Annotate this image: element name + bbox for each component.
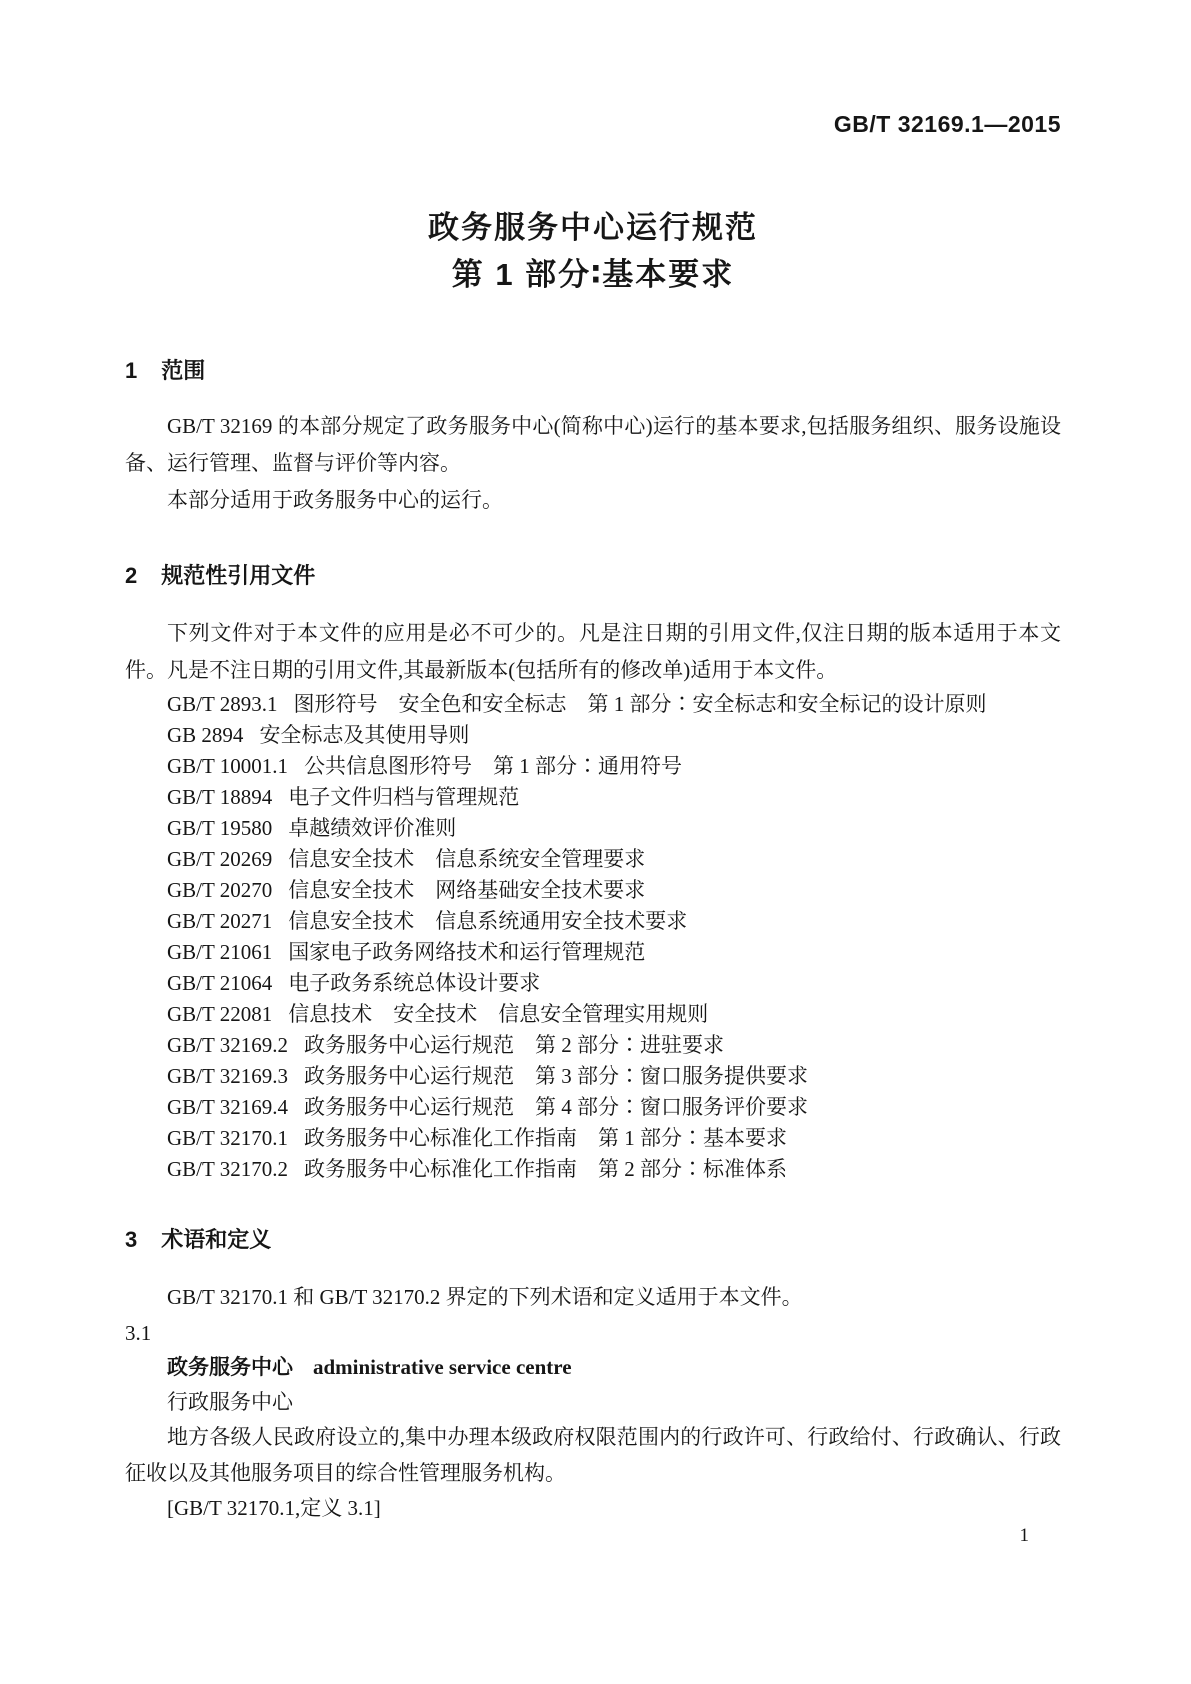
- reference-title: 安全标志及其使用导则: [259, 723, 470, 747]
- reference-code: GB/T 32170.1: [167, 1126, 288, 1150]
- reference-item: [125, 1123, 1061, 1154]
- term-definition: 地方各级人民政府设立的,集中办理本级政府权限范围内的行政许可、行政给付、行政确认、行政征收以及其他服务项目的综合性管理服务机构。: [125, 1425, 1061, 1485]
- reference-title: 政务服务中心运行规范 第 4 部分∶窗口服务评价要求: [303, 1095, 808, 1119]
- document-title: [125, 204, 1061, 298]
- reference-title: 政务服务中心运行规范 第 2 部分∶进驻要求: [303, 1033, 724, 1057]
- reference-code: GB/T 18894: [167, 785, 273, 809]
- reference-code: GB/T 10001.1: [167, 754, 288, 778]
- reference-code: GB/T 21064: [167, 971, 273, 995]
- reference-item: [125, 782, 1061, 813]
- document-title-line1: 政务服务中心运行规范: [428, 210, 758, 245]
- reference-title: 卓越绩效评价准则: [288, 816, 457, 840]
- reference-code: GB/T 2893.1: [167, 692, 278, 716]
- reference-item: [125, 1092, 1061, 1123]
- section-2-title: 规范性引用文件: [161, 563, 316, 588]
- term-chinese: 政务服务中心: [167, 1356, 293, 1379]
- section-2-heading: [125, 561, 1061, 591]
- reference-code: GB/T 21061: [167, 940, 273, 964]
- section-3-intro: GB/T 32170.1 和 GB/T 32170.2 界定的下列术语和定义适用于本文件。: [167, 1285, 803, 1309]
- section-3-title: 术语和定义: [161, 1227, 272, 1252]
- reference-title: 信息技术 安全技术 信息安全管理实用规则: [288, 1002, 709, 1026]
- reference-title: 政务服务中心运行规范 第 3 部分∶窗口服务提供要求: [303, 1064, 808, 1088]
- term-english: administrative service centre: [313, 1355, 572, 1379]
- reference-code: GB/T 20269: [167, 847, 273, 871]
- reference-item: [125, 813, 1061, 844]
- reference-item: [125, 751, 1061, 782]
- reference-title: 政务服务中心标准化工作指南 第 2 部分∶标准体系: [303, 1157, 787, 1181]
- reference-item: [125, 906, 1061, 937]
- section-2-intro: 下列文件对于本文件的应用是必不可少的。凡是注日期的引用文件,仅注日期的版本适用于本文件。凡是不注日期的引用文件,其最新版本(包括所有的修改单)适用于本文件。: [125, 621, 1061, 682]
- document-title-line2: 第 1 部分∶基本要求: [451, 257, 735, 292]
- reference-title: 国家电子政务网络技术和运行管理规范: [288, 940, 646, 964]
- section-3-number: 3: [125, 1227, 138, 1252]
- term-alias: 行政服务中心: [167, 1390, 293, 1414]
- reference-title: 图形符号 安全色和安全标志 第 1 部分∶安全标志和安全标记的设计原则: [293, 692, 987, 716]
- reference-code: GB/T 20271: [167, 909, 273, 933]
- normative-references-list: [125, 689, 1061, 1185]
- section-3-heading: [125, 1225, 1061, 1255]
- section-2-number: 2: [125, 563, 138, 588]
- reference-code: GB/T 32169.4: [167, 1095, 288, 1119]
- reference-code: GB/T 22081: [167, 1002, 273, 1026]
- reference-code: GB/T 32170.2: [167, 1157, 288, 1181]
- reference-title: 政务服务中心标准化工作指南 第 1 部分∶基本要求: [303, 1126, 787, 1150]
- term-source: [GB/T 32170.1,定义 3.1]: [167, 1496, 381, 1520]
- reference-item: [125, 1154, 1061, 1185]
- section-1-paragraph-1: GB/T 32169 的本部分规定了政务服务中心(简称中心)运行的基本要求,包括服务组织、服务设施设备、运行管理、监督与评价等内容。: [125, 414, 1061, 475]
- reference-item: [125, 1030, 1061, 1061]
- reference-code: GB/T 32169.3: [167, 1064, 288, 1088]
- reference-item: [125, 937, 1061, 968]
- reference-title: 电子文件归档与管理规范: [288, 785, 520, 809]
- reference-code: GB/T 20270: [167, 878, 273, 902]
- reference-code: GB/T 19580: [167, 816, 273, 840]
- term-number: 3.1: [125, 1321, 152, 1345]
- reference-title: 信息安全技术 网络基础安全技术要求: [288, 878, 646, 902]
- reference-item: [125, 689, 1061, 720]
- reference-title: 公共信息图形符号 第 1 部分∶通用符号: [303, 754, 682, 778]
- section-1-heading: [125, 356, 1061, 386]
- section-1-title: 范围: [161, 358, 206, 383]
- reference-title: 信息安全技术 信息系统安全管理要求: [288, 847, 646, 871]
- section-1-number: 1: [125, 358, 138, 383]
- reference-item: [125, 999, 1061, 1030]
- reference-item: [125, 1061, 1061, 1092]
- reference-title: 电子政务系统总体设计要求: [288, 971, 541, 995]
- reference-code: GB 2894: [167, 723, 244, 747]
- reference-item: [125, 844, 1061, 875]
- reference-title: 信息安全技术 信息系统通用安全技术要求: [288, 909, 688, 933]
- standard-number: GB/T 32169.1—2015: [833, 111, 1061, 137]
- section-1-paragraph-2: 本部分适用于政务服务中心的运行。: [167, 488, 503, 512]
- reference-code: GB/T 32169.2: [167, 1033, 288, 1057]
- page-number: 1: [1019, 1525, 1029, 1546]
- reference-item: [125, 720, 1061, 751]
- term-line: [125, 1350, 1061, 1385]
- reference-item: [125, 968, 1061, 999]
- reference-item: [125, 875, 1061, 906]
